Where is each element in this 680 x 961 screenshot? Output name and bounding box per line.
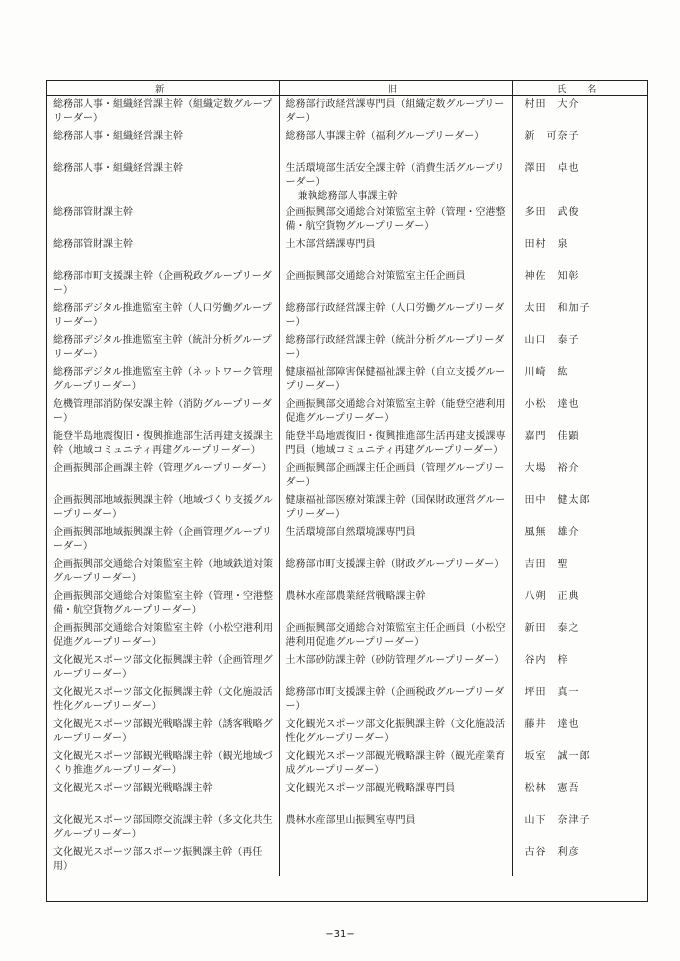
- old-position-cell-text: 企画振興部交通総合対策監室主任企画員: [285, 270, 466, 282]
- table-row: [47, 684, 647, 716]
- new-position-cell: [47, 556, 279, 588]
- person-name-cell-text: 新田 泰之: [524, 622, 580, 634]
- new-position-cell-text: 企画振興部交通総合対策監室主幹（地域鉄道対策グループリーダー）: [53, 558, 273, 584]
- person-name-cell-text: 谷内 梓: [524, 654, 569, 666]
- person-name-cell: [512, 96, 647, 128]
- concurrent-post-text: 兼執総務部人事課主幹: [297, 190, 398, 202]
- person-name-cell: [512, 748, 647, 780]
- old-position-cell-text: 農林水産部農業経営戦略課主幹: [285, 590, 426, 602]
- person-name-cell: [512, 428, 647, 460]
- new-position-cell-text: 能登半島地震復旧・復興推進部生活再建支援課主幹（地域コミュニティ再建グループリーダー）: [53, 430, 273, 456]
- table-row: [47, 620, 647, 652]
- table-row: [47, 204, 647, 236]
- old-position-cell: [279, 428, 512, 460]
- person-name-cell: [512, 620, 647, 652]
- new-position-cell: [47, 268, 279, 300]
- new-position-cell: [47, 812, 279, 844]
- old-position-cell-text: 土木部営繕課専門員: [285, 238, 376, 250]
- new-position-cell-text: 文化観光スポーツ部国際交流課主幹（多文化共生グループリーダー）: [53, 814, 273, 840]
- person-name-cell-text: 大場 裕介: [524, 462, 580, 474]
- old-position-cell: [279, 524, 512, 556]
- new-position-cell-text: 企画振興部交通総合対策監室主幹（小松空港利用促進グループリーダー）: [53, 622, 273, 648]
- new-position-cell-text: 総務部市町支援課主幹（企画税政グループリーダー）: [53, 270, 272, 296]
- old-position-cell: [279, 268, 512, 300]
- new-position-cell: [47, 96, 279, 128]
- new-position-cell-text: 総務部管財課主幹: [53, 206, 133, 218]
- new-position-cell: [47, 588, 279, 620]
- old-position-cell: [279, 780, 512, 812]
- table-header-row: [47, 81, 647, 96]
- new-position-cell-text: 企画振興部地域振興課主幹（企画管理グループリーダー）: [53, 526, 272, 552]
- new-position-cell: [47, 396, 279, 428]
- person-name-cell-text: 山口 泰子: [524, 334, 580, 346]
- new-position-cell-text: 企画振興部地域振興課主幹（地域づくり支援グループリーダー）: [53, 494, 273, 520]
- table-row: [47, 748, 647, 780]
- new-position-cell-text: 文化観光スポーツ部スポーツ振興課主幹（再任用）: [53, 846, 263, 872]
- old-position-cell: [279, 556, 512, 588]
- header-old: 旧: [279, 81, 512, 96]
- table-row: [47, 236, 647, 268]
- new-position-cell-text: 総務部人事・組織経営課主幹: [53, 130, 183, 142]
- new-position-cell: [47, 652, 279, 684]
- old-position-cell-text: 文化観光スポーツ部観光戦略課専門員: [285, 782, 456, 794]
- old-position-cell: [279, 332, 512, 364]
- new-position-cell: [47, 844, 279, 876]
- person-name-cell-text: 風無 雄介: [524, 526, 580, 538]
- new-position-cell: [47, 492, 279, 524]
- old-position-cell: [279, 716, 512, 748]
- old-position-cell: [279, 300, 512, 332]
- person-name-cell-text: 松林 憲吾: [524, 782, 580, 794]
- person-name-cell: [512, 556, 647, 588]
- table-row: [47, 460, 647, 492]
- new-position-cell: [47, 160, 279, 204]
- new-position-cell-text: 企画振興部企画課主幹（管理グループリーダー）: [53, 462, 272, 474]
- table-row: [47, 268, 647, 300]
- table-row: [47, 652, 647, 684]
- old-position-cell: [279, 460, 512, 492]
- old-position-cell: [279, 844, 512, 876]
- table-row: [47, 556, 647, 588]
- person-name-cell-text: 村田 大介: [524, 99, 580, 110]
- old-position-cell-text: 総務部市町支援課主幹（企画税政グループリーダー）: [285, 686, 505, 712]
- old-position-cell: [279, 588, 512, 620]
- person-name-cell-text: 吉田 聖: [524, 558, 569, 570]
- new-position-cell: [47, 620, 279, 652]
- old-position-cell: [279, 748, 512, 780]
- person-name-cell: [512, 300, 647, 332]
- personnel-table: [47, 81, 647, 876]
- new-position-cell: [47, 300, 279, 332]
- person-name-cell: [512, 364, 647, 396]
- old-position-cell: [279, 652, 512, 684]
- table-row: [47, 160, 647, 204]
- new-position-cell: [47, 128, 279, 160]
- old-position-cell-text: 文化観光スポーツ部観光戦略課主幹（観光産業育成グループリーダー）: [285, 750, 506, 776]
- table-row: [47, 396, 647, 428]
- old-position-cell-text: 企画振興部交通総合対策監室主幹（能登空港利用促進グループリーダー）: [285, 398, 506, 424]
- table-row: [47, 128, 647, 160]
- person-name-cell-text: 藤井 達也: [524, 718, 580, 730]
- person-name-cell: [512, 332, 647, 364]
- person-name-cell: [512, 684, 647, 716]
- person-name-cell: [512, 492, 647, 524]
- new-position-cell: [47, 684, 279, 716]
- new-position-cell: [47, 236, 279, 268]
- person-name-cell-text: 新 可奈子: [524, 130, 580, 142]
- person-name-cell: [512, 128, 647, 160]
- person-name-cell: [512, 460, 647, 492]
- person-name-cell-text: 八朔 正典: [524, 590, 580, 602]
- new-position-cell-text: 総務部デジタル推進監室主幹（統計分析グループリーダー）: [53, 334, 272, 360]
- person-name-cell-text: 太田 和加子: [524, 302, 591, 314]
- person-name-cell: [512, 236, 647, 268]
- person-name-cell-text: 川崎 紘: [524, 366, 569, 378]
- person-name-cell: [512, 396, 647, 428]
- table-row: [47, 780, 647, 812]
- person-name-cell: [512, 524, 647, 556]
- person-name-cell: [512, 844, 647, 876]
- new-position-cell-text: 企画振興部交通総合対策監室主幹（管理・空港整備・航空貨物グループリーダー）: [53, 590, 273, 616]
- person-name-cell: [512, 588, 647, 620]
- personnel-table-frame: [46, 80, 648, 902]
- header-name: 氏 名: [512, 81, 647, 96]
- old-position-cell: [279, 236, 512, 268]
- new-position-cell-text: 文化観光スポーツ部観光戦略課主幹（誘客戦略グループリーダー）: [53, 718, 273, 744]
- new-position-cell-text: 危機管理部消防保安課主幹（消防グループリーダー）: [53, 398, 272, 424]
- new-position-cell: [47, 524, 279, 556]
- person-name-cell: [512, 160, 647, 204]
- person-name-cell: [512, 204, 647, 236]
- new-position-cell: [47, 364, 279, 396]
- old-position-cell: [279, 128, 512, 160]
- person-name-cell: [512, 716, 647, 748]
- new-position-cell-text: 総務部デジタル推進監室主幹（ネットワーク管理グループリーダー）: [53, 366, 273, 392]
- new-position-cell-text: 総務部管財課主幹: [53, 238, 133, 250]
- old-position-cell: [279, 160, 512, 204]
- old-position-cell-text: 総務部行政経営課主幹（人口労働グループリーダー）: [285, 302, 505, 328]
- person-name-cell-text: 嘉門 佳顕: [524, 430, 580, 442]
- old-position-cell-text: 文化観光スポーツ部文化振興課主幹（文化施設活性化グループリーダー）: [285, 718, 506, 744]
- person-name-cell-text: 神佐 知彰: [524, 270, 580, 282]
- table-row: [47, 428, 647, 460]
- person-name-cell-text: 田村 泉: [524, 238, 569, 250]
- table-row: [47, 812, 647, 844]
- person-name-cell: [512, 812, 647, 844]
- new-position-cell: [47, 204, 279, 236]
- new-position-cell-text: 総務部人事・組織経営課主幹（組織定数グループリーダー）: [53, 99, 273, 124]
- old-position-cell-text: 総務部行政経営課主幹（統計分析グループリーダー）: [285, 334, 505, 360]
- new-position-cell: [47, 748, 279, 780]
- table-row: [47, 588, 647, 620]
- old-position-cell-text: 健康福祉部医療対策課主幹（国保財政運営グループリーダー）: [285, 494, 506, 520]
- header-new: 新: [47, 81, 279, 96]
- person-name-cell-text: 古谷 利彦: [524, 846, 580, 858]
- old-position-cell-text: 農林水産部里山振興室専門員: [285, 814, 416, 826]
- table-row: [47, 96, 647, 128]
- new-position-cell-text: 総務部デジタル推進監室主幹（人口労働グループリーダー）: [53, 302, 272, 328]
- old-position-cell: [279, 492, 512, 524]
- person-name-cell-text: 坪田 真一: [524, 686, 580, 698]
- old-position-cell: [279, 204, 512, 236]
- person-name-cell: [512, 780, 647, 812]
- new-position-cell: [47, 780, 279, 812]
- old-position-cell-text: 総務部人事課主幹（福利グループリーダー）: [285, 130, 485, 142]
- table-row: [47, 524, 647, 556]
- old-position-cell: [279, 396, 512, 428]
- new-position-cell-text: 文化観光スポーツ部文化振興課主幹（企画管理グループリーダー）: [53, 654, 273, 680]
- new-position-cell: [47, 460, 279, 492]
- new-position-cell-text: 文化観光スポーツ部観光戦略課主幹（観光地域づくり推進グループリーダー）: [53, 750, 273, 776]
- table-row: [47, 844, 647, 876]
- old-position-cell: [279, 96, 512, 128]
- old-position-cell-text: 健康福祉部障害保健福祉課主幹（自立支援グループリーダー）: [285, 366, 506, 392]
- table-row: [47, 492, 647, 524]
- person-name-cell-text: 田中 健太郎: [524, 494, 591, 506]
- page-number: −31−: [325, 929, 355, 940]
- table-row: [47, 332, 647, 364]
- old-position-cell-text: 企画振興部企画課主任企画員（管理グループリーダー）: [285, 462, 505, 488]
- new-position-cell: [47, 716, 279, 748]
- person-name-cell-text: 坂室 誠一郎: [524, 750, 591, 762]
- person-name-cell-text: 多田 武俊: [524, 206, 580, 218]
- person-name-cell-text: 山下 奈津子: [524, 814, 591, 826]
- new-position-cell-text: 文化観光スポーツ部観光戦略課主幹: [53, 782, 213, 794]
- table-row: [47, 716, 647, 748]
- old-position-cell-text: 企画振興部交通総合対策監室主幹（管理・空港整備・航空貨物グループリーダー）: [285, 206, 506, 232]
- table-row: [47, 300, 647, 332]
- person-name-cell-text: 小松 達也: [524, 398, 580, 410]
- new-position-cell: [47, 332, 279, 364]
- old-position-cell: [279, 364, 512, 396]
- new-position-cell-text: 文化観光スポーツ部文化振興課主幹（文化施設活性化グループリーダー）: [53, 686, 273, 712]
- old-position-cell-text: 生活環境部自然環境課専門員: [285, 526, 416, 538]
- old-position-cell-text: 総務部行政経営課専門員（組織定数グループリーダー）: [285, 99, 505, 124]
- person-name-cell: [512, 268, 647, 300]
- person-name-cell-text: 澤田 卓也: [524, 162, 580, 174]
- old-position-cell: [279, 812, 512, 844]
- new-position-cell-text: 総務部人事・組織経営課主幹: [53, 162, 183, 174]
- person-name-cell: [512, 652, 647, 684]
- old-position-cell-text: 土木部砂防課主幹（砂防管理グループリーダー）: [285, 654, 505, 666]
- old-position-cell-text: 総務部市町支援課主幹（財政グループリーダー）: [285, 558, 505, 570]
- old-position-cell: [279, 684, 512, 716]
- old-position-cell-text: 生活環境部生活安全課主幹（消費生活グループリーダー）: [285, 162, 505, 188]
- table-row: [47, 364, 647, 396]
- old-position-cell-text: 能登半島地震復旧・復興推進部生活再建支援課専門員（地域コミュニティ再建グループリーダー）: [285, 430, 506, 456]
- new-position-cell: [47, 428, 279, 460]
- old-position-cell: [279, 620, 512, 652]
- old-position-cell-text: 企画振興部交通総合対策監室主任企画員（小松空港利用促進グループリーダー）: [285, 622, 506, 648]
